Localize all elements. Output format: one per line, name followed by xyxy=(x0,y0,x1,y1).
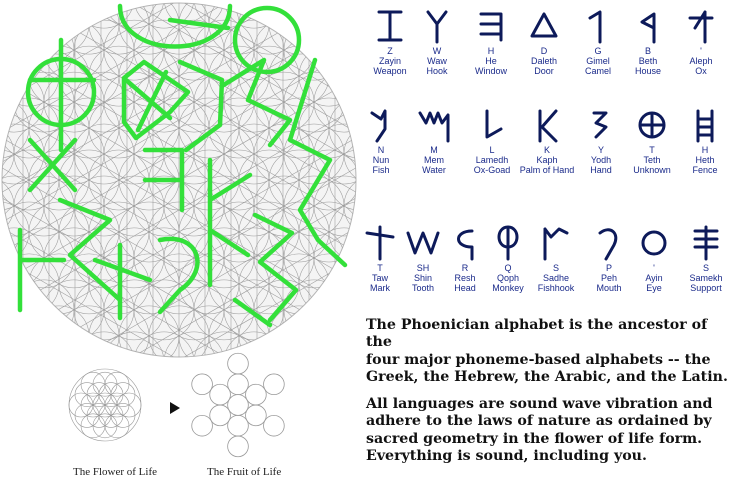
letter-qoph: Q Qoph Monkey xyxy=(480,223,536,293)
grid-circle xyxy=(0,20,14,80)
grid-circle xyxy=(344,332,362,392)
fruit-circle xyxy=(228,395,249,416)
ayin-glyph-icon xyxy=(626,223,682,263)
arrow-icon xyxy=(170,402,180,414)
fruit-circle xyxy=(228,353,249,374)
sadhe-glyph-drawing xyxy=(539,223,573,263)
aleph-stroke xyxy=(690,12,712,42)
letter-resh: R Resh Head xyxy=(437,223,493,293)
fruit-circle xyxy=(228,374,249,395)
letter-teth: T Teth Unknown xyxy=(624,105,680,175)
kaph-glyph-icon xyxy=(519,105,575,145)
grid-circle xyxy=(14,332,74,392)
grid-circle xyxy=(0,332,44,392)
nun-glyph-icon xyxy=(353,105,409,145)
beth-glyph-drawing xyxy=(631,6,665,46)
kaph-glyph-drawing xyxy=(530,105,564,145)
shin-stroke xyxy=(408,233,438,253)
phoenician-alphabet-chart xyxy=(362,0,736,305)
aleph-glyph-icon xyxy=(673,6,729,46)
nun-glyph-drawing xyxy=(364,105,398,145)
grid-circle xyxy=(284,332,344,392)
grid-circle xyxy=(299,0,359,54)
fruit-circle xyxy=(210,384,231,405)
shin-glyph-drawing xyxy=(406,223,440,263)
taw-glyph-drawing xyxy=(363,223,397,263)
fruit-circle xyxy=(264,374,285,395)
mem-stroke xyxy=(420,113,448,141)
letter-ayin: ' Ayin Eye xyxy=(626,223,682,293)
zayin-glyph-drawing xyxy=(373,6,407,46)
lamedh-glyph-icon xyxy=(464,105,520,145)
grid-circle xyxy=(344,0,362,28)
letter-pe: P Peh Mouth xyxy=(581,223,637,293)
fruit-of-life-label: The Fruit of Life xyxy=(207,466,282,478)
grid-circle xyxy=(314,20,362,80)
fruit-circle xyxy=(246,384,267,405)
letter-waw: W Waw Hook xyxy=(409,6,465,76)
mem-glyph-drawing xyxy=(417,105,451,145)
teth-glyph-drawing xyxy=(635,105,669,145)
letter-daleth: D Daleth Door xyxy=(516,6,572,76)
kaph-stroke xyxy=(540,111,556,141)
yodh-glyph-drawing xyxy=(584,105,618,145)
waw-glyph-icon xyxy=(409,6,465,46)
aleph-glyph-drawing xyxy=(684,6,718,46)
he-stroke xyxy=(481,14,501,40)
alphabet-row-1 xyxy=(362,6,736,101)
waw-stroke xyxy=(428,12,446,42)
flower-of-life-diagram xyxy=(69,369,141,441)
beth-glyph-icon xyxy=(620,6,676,46)
ayin-ring xyxy=(643,232,665,254)
flower-of-life-label: The Flower of Life xyxy=(73,466,157,478)
mem-glyph-icon xyxy=(406,105,462,145)
letter-shin: SH Shin Tooth xyxy=(395,223,451,293)
fruit-circle xyxy=(210,405,231,426)
grid-circle xyxy=(0,280,14,340)
grid-circle xyxy=(0,0,14,28)
fruit-circle xyxy=(192,374,213,395)
pe-stroke xyxy=(600,230,616,259)
flower-of-life-illustration xyxy=(0,0,362,487)
resh-stroke xyxy=(459,231,473,259)
grid-circle xyxy=(299,306,359,366)
letter-gimel: G Gimel Camel xyxy=(570,6,626,76)
ayin-glyph-drawing xyxy=(637,223,671,263)
he-glyph-drawing xyxy=(474,6,508,46)
sadhe-glyph-icon xyxy=(528,223,584,263)
taw-stroke xyxy=(367,227,393,259)
grid-circle xyxy=(0,0,44,28)
lamedh-stroke xyxy=(487,111,501,137)
letter-he: H He Window xyxy=(463,6,519,76)
letter-taw: T Taw Mark xyxy=(352,223,408,293)
samekh-glyph-icon xyxy=(678,223,734,263)
fruit-circle xyxy=(228,415,249,436)
daleth-glyph-icon xyxy=(516,6,572,46)
fruit-circle xyxy=(264,415,285,436)
grid-circle xyxy=(0,0,29,54)
letter-nun: N Nun Fish xyxy=(353,105,409,175)
letter-heth: H Heth Fence xyxy=(677,105,733,175)
fruit-circle xyxy=(246,405,267,426)
resh-glyph-drawing xyxy=(448,223,482,263)
gimel-glyph-drawing xyxy=(581,6,615,46)
grid-circle xyxy=(14,0,74,28)
gimel-stroke xyxy=(590,12,600,42)
fruit-circle xyxy=(228,436,249,457)
lamedh-glyph-drawing xyxy=(475,105,509,145)
letter-samekh: S Samekh Support xyxy=(678,223,734,293)
fruit-of-life-diagram xyxy=(192,353,285,457)
beth-stroke xyxy=(642,14,654,42)
heth-glyph-icon xyxy=(677,105,733,145)
grid-circle xyxy=(0,306,59,366)
waw-glyph-drawing xyxy=(420,6,454,46)
letter-sadhe: S Sadhe Fishhook xyxy=(528,223,584,293)
yodh-glyph-icon xyxy=(573,105,629,145)
qoph-glyph-drawing xyxy=(491,223,525,263)
flower-of-life-disc xyxy=(0,0,362,487)
alphabet-row-2 xyxy=(362,105,736,200)
samekh-stroke xyxy=(695,227,717,259)
pe-glyph-drawing xyxy=(592,223,626,263)
heth-stroke xyxy=(698,111,712,141)
fruit-circle xyxy=(192,415,213,436)
caption-paragraph-1: The Phoenician alphabet is the ancestor of the four major phoneme-based alphabets -- the Greek, the Hebrew, the Arabic, and the Latin. xyxy=(366,317,728,385)
grid-circle xyxy=(344,20,362,80)
teth-glyph-icon xyxy=(624,105,680,145)
letter-mem: M Mem Water xyxy=(406,105,462,175)
grid-circle xyxy=(0,332,14,392)
grid-circle xyxy=(44,332,104,392)
qoph-stroke xyxy=(499,227,517,259)
grid-circle xyxy=(0,306,29,366)
grid-circle xyxy=(329,306,362,366)
letter-aleph: ' Aleph Ox xyxy=(673,6,729,76)
caption-paragraph-2: All languages are sound wave vibration and adhere to the laws of nature as ordained by sacred geometry in the flower of life form. Everything is sound, including you. xyxy=(366,396,713,464)
yodh-stroke xyxy=(594,113,606,137)
letter-beth: B Beth House xyxy=(620,6,676,76)
he-glyph-icon xyxy=(463,6,519,46)
grid-circle xyxy=(0,0,59,54)
letter-kaph: K Kaph Palm of Hand xyxy=(519,105,575,175)
grid-circle xyxy=(314,332,362,392)
letter-zayin: Z Zayin Weapon xyxy=(362,6,418,76)
daleth-stroke xyxy=(532,14,556,36)
letter-yodh: Y Yodh Hand xyxy=(573,105,629,175)
letter-lamedh: L Lamedh Ox-Goad xyxy=(464,105,520,175)
sadhe-stroke xyxy=(545,229,567,259)
nun-stroke xyxy=(372,111,385,141)
gimel-glyph-icon xyxy=(570,6,626,46)
grid-circle xyxy=(314,0,362,28)
grid-circle xyxy=(329,0,362,54)
zayin-stroke xyxy=(379,12,401,40)
heth-glyph-drawing xyxy=(688,105,722,145)
daleth-glyph-drawing xyxy=(527,6,561,46)
samekh-glyph-drawing xyxy=(689,223,723,263)
alphabet-row-3 xyxy=(362,223,736,318)
